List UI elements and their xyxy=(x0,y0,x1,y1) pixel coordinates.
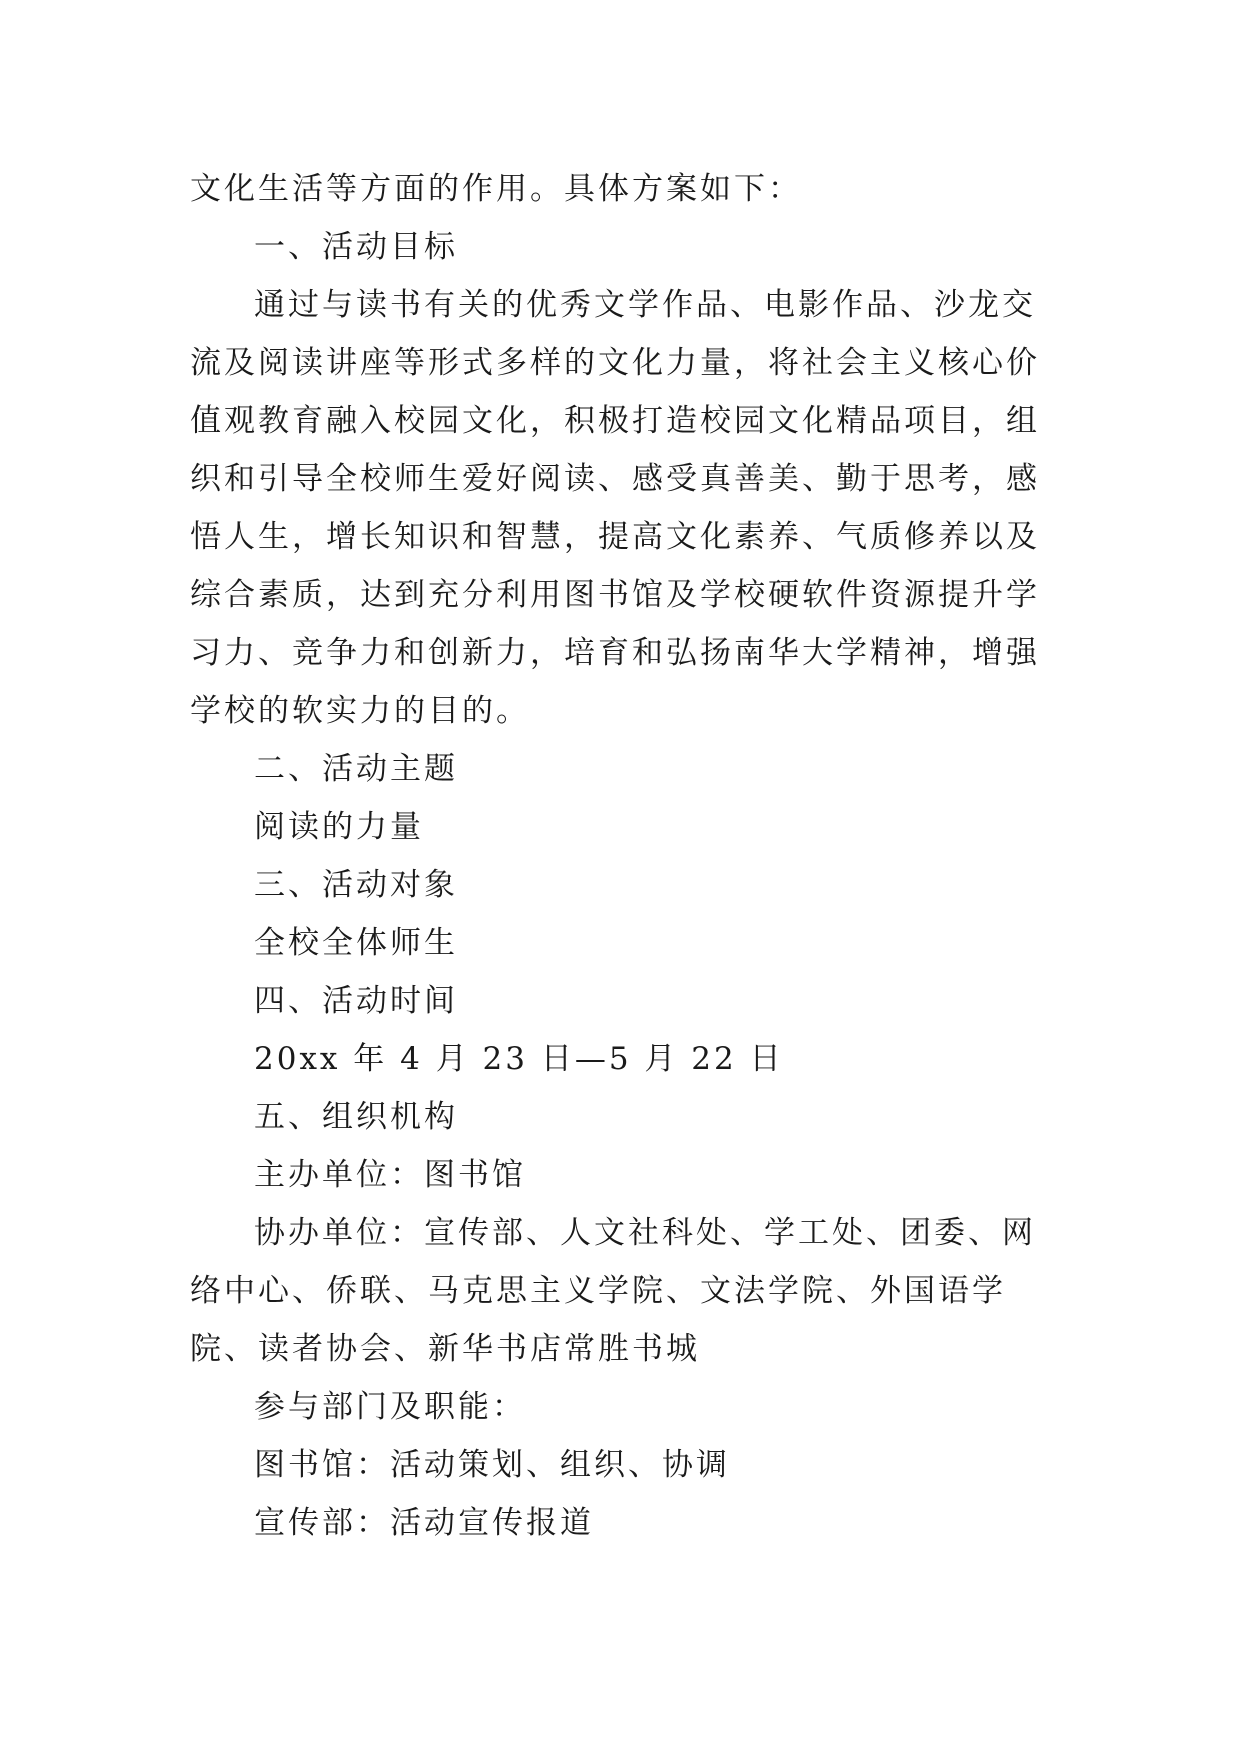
theme-paragraph: 阅读的力量 xyxy=(254,809,424,845)
document-body xyxy=(190,160,1060,1552)
co-organizers-paragraph: 协办单位：宣传部、人文社科处、学工处、团委、网络中心、侨联、马克思主义学院、文法学院、外国语学院、读者协会、新华书店常胜书城 xyxy=(190,1215,1036,1367)
publicity-role-paragraph: 宣传部：活动宣传报道 xyxy=(254,1505,594,1541)
intro-paragraph: 文化生活等方面的作用。具体方案如下： xyxy=(190,171,802,207)
audience-paragraph: 全校全体师生 xyxy=(254,925,458,961)
goal-paragraph: 通过与读书有关的优秀文学作品、电影作品、沙龙交流及阅读讲座等形式多样的文化力量，将社会主义核心价值观教育融入校园文化，积极打造校园文化精品项目，组织和引导全校师生爱好阅读、感受真善美、勤于思考，感悟人生，增长知识和智慧，提高文化素养、气质修养以及综合素质，达到充分利用图书馆及学校硬软件资源提升学习力、竞争力和创新力，培育和弘扬南华大学精神，增强学校的软实力的目的。 xyxy=(190,287,1040,729)
section-heading-audience: 三、活动对象 xyxy=(254,867,458,903)
section-heading-theme: 二、活动主题 xyxy=(254,751,458,787)
section-heading-goal: 一、活动目标 xyxy=(254,229,458,265)
section-heading-time: 四、活动时间 xyxy=(254,983,458,1019)
host-paragraph: 主办单位：图书馆 xyxy=(254,1157,526,1193)
section-heading-organization: 五、组织机构 xyxy=(254,1099,458,1135)
departments-heading: 参与部门及职能： xyxy=(254,1389,526,1425)
time-paragraph: 20xx 年 4 月 23 日—5 月 22 日 xyxy=(254,1041,784,1077)
library-role-paragraph: 图书馆：活动策划、组织、协调 xyxy=(254,1447,730,1483)
